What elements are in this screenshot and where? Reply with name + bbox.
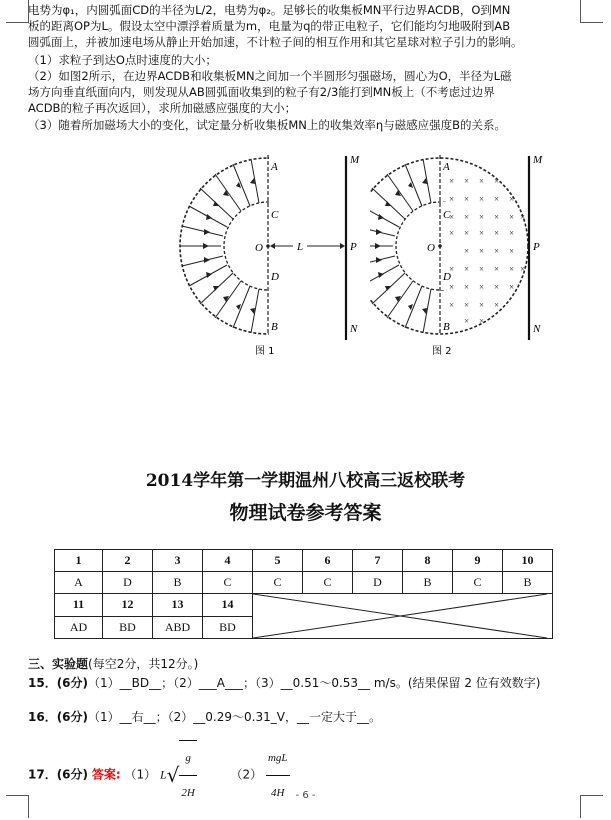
svg-text:×: × <box>509 228 515 238</box>
svg-text:×: × <box>464 316 470 326</box>
svg-text:×: × <box>449 176 455 186</box>
label-O: O <box>255 242 263 254</box>
table-cell: 3 <box>153 550 203 572</box>
answer-16 <box>28 708 381 725</box>
svg-text:×: × <box>449 264 455 274</box>
table-cell: 10 <box>503 550 553 572</box>
q17-part1-prefix: L <box>159 767 167 782</box>
table-row <box>55 572 553 594</box>
question-2-line-1: （2）如图2所示，在边界ACDB和收集板MN之间加一个半圆形匀强磁场，圆心为O，半径为L磁 <box>28 69 512 83</box>
section-3-heading <box>28 655 198 672</box>
table-cell: C <box>453 572 503 594</box>
table-cell: 7 <box>353 550 403 572</box>
table-cell: A <box>55 572 103 594</box>
q15-answer: （1）__BD__；（2）___A___；（3）__0.51～0.53__ m/s。(结果保留 2 位有效数字) <box>88 676 541 690</box>
svg-text:×: × <box>494 264 500 274</box>
table-cell: 14 <box>203 594 253 617</box>
sqrt-symbol: √ <box>166 763 180 787</box>
table-cell: C <box>203 572 253 594</box>
svg-text:×: × <box>509 194 515 204</box>
problem-line-1: 电势为φ₁，内圆弧面CD的半径为L/2，电势为φ₂。足够长的收集板MN平行边界ACDB，O到MN <box>28 3 511 17</box>
table-cell: C <box>253 572 303 594</box>
svg-text:×: × <box>449 228 455 238</box>
svg-text:×: × <box>520 264 526 274</box>
figure-1-caption: 图 1 <box>255 346 275 357</box>
label-M: M <box>350 154 360 166</box>
svg-text:×: × <box>509 264 515 274</box>
field-lines <box>180 159 259 333</box>
q17-answer-tag: 答案: <box>91 767 121 782</box>
svg-text:×: × <box>494 176 500 186</box>
table-cell: 6 <box>303 550 353 572</box>
q16-answer: （1）__右__；（2）__0.29～0.31_V，__一定大于__。 <box>88 710 381 724</box>
label-P: P <box>350 241 357 253</box>
answer-15 <box>28 674 540 691</box>
table-cell: AD <box>55 616 103 639</box>
svg-text:×: × <box>494 282 500 292</box>
section-3-title: 三、实验题 <box>28 657 89 671</box>
svg-text:×: × <box>464 246 470 256</box>
svg-text:×: × <box>479 228 485 238</box>
svg-text:×: × <box>479 264 485 274</box>
fraction-denominator: 4H <box>271 786 285 799</box>
svg-text:×: × <box>464 212 470 222</box>
problem-line-2: 板的距离OP为L。假设太空中漂浮着质量为m，电量为q的带正电粒子，它们能均匀地吸附到AB <box>28 19 511 33</box>
page-number: - 6 - <box>295 790 316 801</box>
table-cell: B <box>153 572 203 594</box>
svg-text:×: × <box>509 212 515 222</box>
table-cell: B <box>503 572 553 594</box>
section-3-note: (每空2分，共12分。) <box>88 657 199 671</box>
svg-text:×: × <box>509 282 515 292</box>
svg-text:×: × <box>464 282 470 292</box>
label-O: O <box>427 242 435 254</box>
page-title: 2014学年第一学期温州八校高三返校联考 <box>145 471 466 491</box>
svg-text:×: × <box>494 300 500 310</box>
label-B: B <box>443 321 450 333</box>
table-cell: 5 <box>253 550 303 572</box>
svg-text:×: × <box>494 246 500 256</box>
crop-mark-top-right <box>580 0 603 23</box>
label-C: C <box>271 209 279 221</box>
table-cell: ABD <box>153 616 203 639</box>
q16-label: 16．(6分) <box>28 710 89 724</box>
table-cell: C <box>303 572 353 594</box>
label-C: C <box>443 209 451 221</box>
fraction-numerator: mgL <box>266 741 290 776</box>
empty-crossed-cell <box>253 594 553 639</box>
label-D: D <box>443 271 451 283</box>
table-cell: 13 <box>153 594 203 617</box>
svg-text:×: × <box>509 246 515 256</box>
table-cell: D <box>353 572 403 594</box>
svg-text:×: × <box>479 316 485 326</box>
svg-text:×: × <box>479 300 485 310</box>
answer-table <box>54 549 553 639</box>
svg-text:×: × <box>479 246 485 256</box>
svg-text:×: × <box>479 212 485 222</box>
svg-text:×: × <box>494 194 500 204</box>
svg-text:×: × <box>449 212 455 222</box>
page-subtitle: 物理试卷参考答案 <box>229 502 382 524</box>
question-2-line-3: ACDB的粒子再次返回），求所加磁感应强度的大小； <box>28 101 297 115</box>
table-cell: B <box>403 572 453 594</box>
q17-part2-label: （2） <box>230 767 263 782</box>
q15-label: 15．(6分) <box>28 676 89 690</box>
q17-label: 17．(6分) <box>28 767 89 782</box>
table-cell: 8 <box>403 550 453 572</box>
svg-text:×: × <box>464 300 470 310</box>
table-cell: BD <box>103 616 153 639</box>
table-cell: 12 <box>103 594 153 617</box>
label-M: M <box>533 154 543 166</box>
figure-2-caption: 图 2 <box>432 346 452 357</box>
label-B: B <box>271 321 278 333</box>
label-N: N <box>350 323 358 335</box>
svg-text:×: × <box>494 212 500 222</box>
label-L: L <box>297 241 304 253</box>
question-3: （3）随着所加磁场大小的变化，试定量分析收集板MN上的收集效率η与磁感应强度B的关系。 <box>28 118 507 132</box>
figure-1 <box>175 150 365 365</box>
fraction-numerator: g <box>179 741 196 776</box>
label-D: D <box>271 271 279 283</box>
label-N: N <box>533 323 541 335</box>
svg-text:×: × <box>449 300 455 310</box>
table-cell: 9 <box>453 550 503 572</box>
svg-text:×: × <box>494 228 500 238</box>
fraction-denominator: 2H <box>181 787 195 799</box>
svg-text:×: × <box>479 194 485 204</box>
table-cell: 1 <box>55 550 103 572</box>
table-cell: BD <box>203 616 253 639</box>
table-row <box>55 594 553 617</box>
figure-2 <box>370 150 560 365</box>
svg-text:×: × <box>520 212 526 222</box>
table-cell: 4 <box>203 550 253 572</box>
table-cell: 2 <box>103 550 153 572</box>
question-1: （1）求粒子到达O点时速度的大小； <box>28 53 217 67</box>
label-A: A <box>271 161 278 173</box>
q17-part1-label: （1） <box>124 767 157 782</box>
svg-text:×: × <box>449 194 455 204</box>
table-row <box>55 550 553 572</box>
table-cell: 11 <box>55 594 103 617</box>
table-cell: D <box>103 572 153 594</box>
question-2-line-2: 场方向垂直纸面向内，则发现从AB圆弧面收集到的粒子有2/3能打到MN板上（不考虑过边界 <box>28 85 495 99</box>
svg-text:×: × <box>479 282 485 292</box>
label-A: A <box>443 161 450 173</box>
svg-text:×: × <box>464 194 470 204</box>
problem-line-3: 圆弧面上，并被加速电场从静止开始加速，不计粒子间的相互作用和其它星球对粒子引力的影响。 <box>28 35 523 49</box>
svg-text:×: × <box>464 228 470 238</box>
svg-text:×: × <box>479 176 485 186</box>
svg-text:×: × <box>449 282 455 292</box>
svg-text:×: × <box>464 264 470 274</box>
label-P: P <box>533 241 540 253</box>
svg-text:×: × <box>464 176 470 186</box>
crop-mark-top-left <box>6 0 29 23</box>
